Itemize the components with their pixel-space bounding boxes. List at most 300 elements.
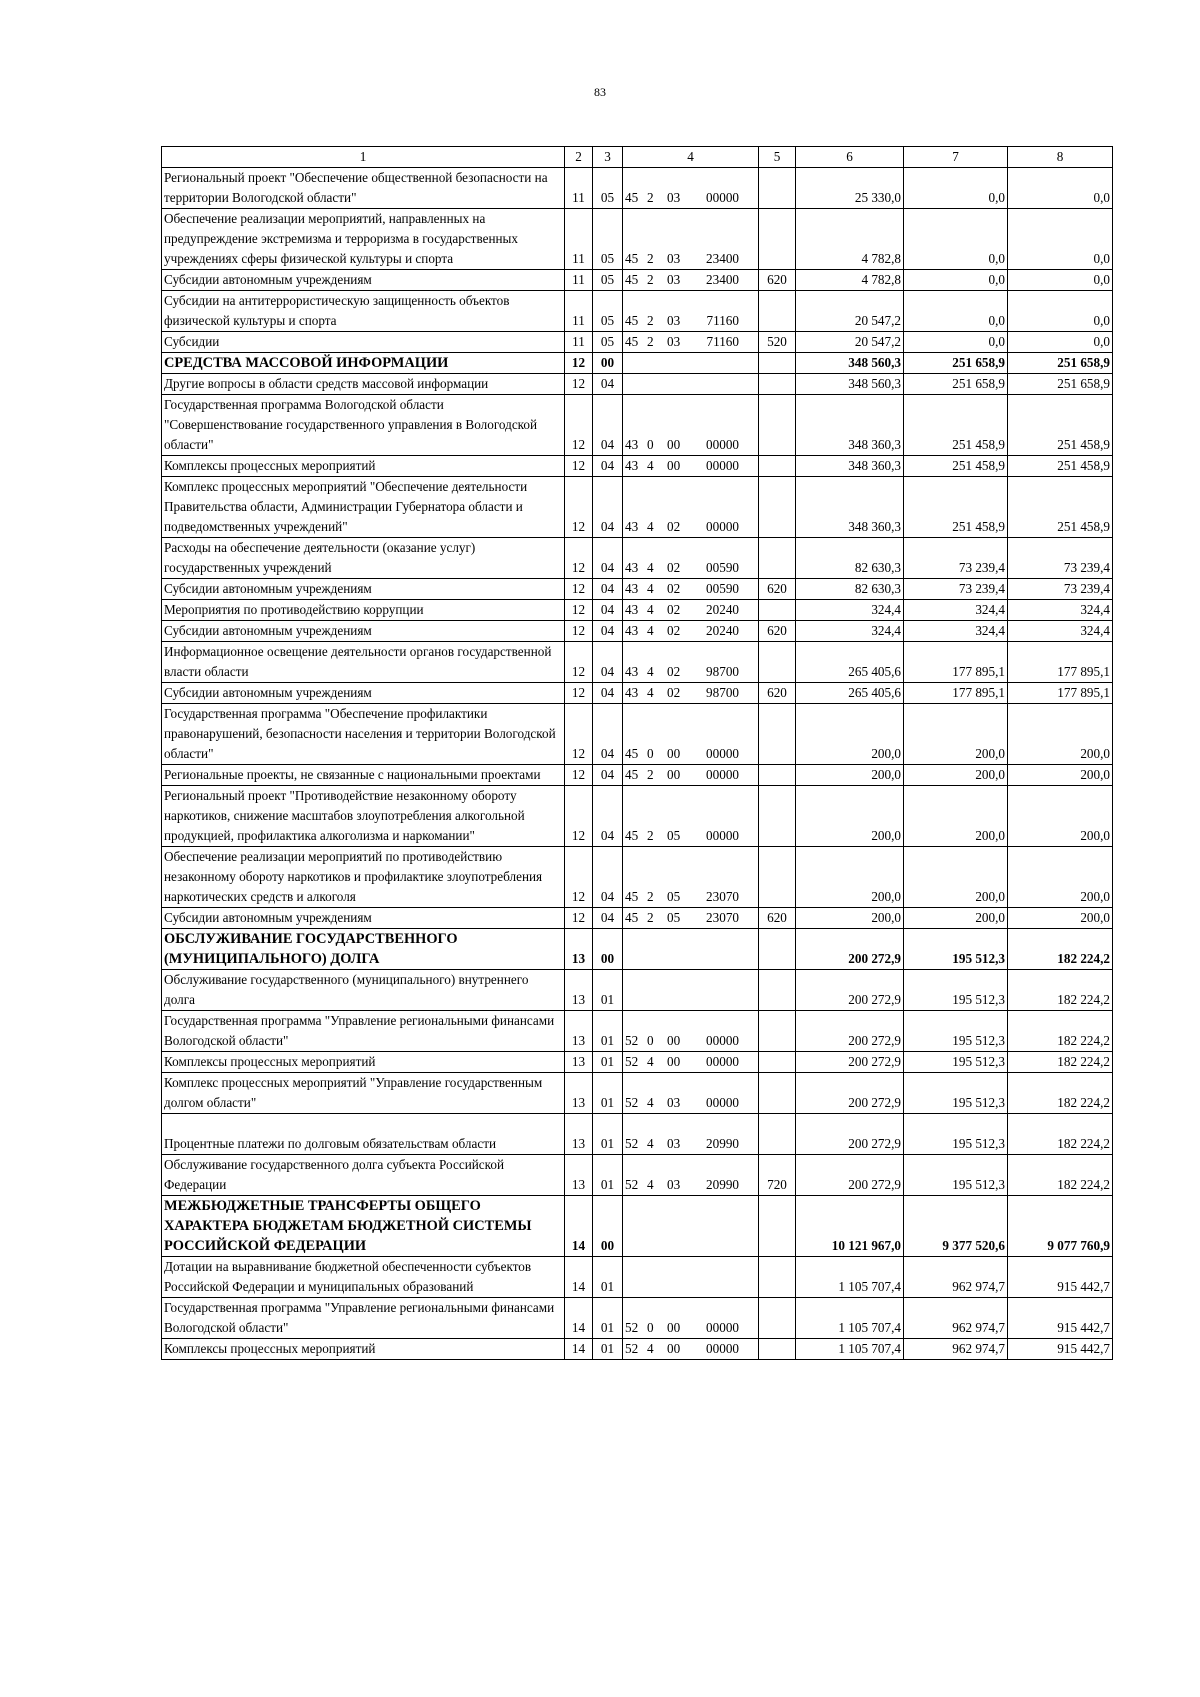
code-program: 43 [625,664,639,679]
row-amount-col6: 348 360,3 [796,477,904,538]
code-program: 45 [625,889,639,904]
code-structure: 00 [667,458,681,473]
row-section: 12 [565,683,593,704]
table-row [162,1011,1113,1052]
code-structure: 05 [667,828,681,843]
row-amount-col6: 200,0 [796,704,904,765]
row-name: Субсидии автономным учреждениям [162,683,565,704]
table-row [162,477,1113,538]
row-amount-col7: 195 512,3 [904,1155,1008,1196]
row-target-code [623,168,759,209]
code-program: 45 [625,828,639,843]
code-program: 45 [625,313,639,328]
code-program: 43 [625,685,639,700]
row-amount-col7: 251 458,9 [904,456,1008,477]
row-section: 12 [565,786,593,847]
row-section: 11 [565,291,593,332]
code-direction: 00000 [706,1341,739,1356]
code-direction: 00000 [706,1320,739,1335]
row-amount-col8: 251 658,9 [1008,353,1113,374]
code-direction: 20240 [706,623,739,638]
row-target-code [623,538,759,579]
row-amount-col6: 82 630,3 [796,538,904,579]
row-expense-type [759,642,796,683]
row-subsection: 04 [593,395,623,456]
row-amount-col6: 1 105 707,4 [796,1339,904,1360]
row-subsection: 04 [593,765,623,786]
table-row [162,1196,1113,1257]
code-direction: 20990 [706,1177,739,1192]
code-direction: 00000 [706,190,739,205]
row-target-code [623,683,759,704]
row-name: Комплексы процессных мероприятий [162,1052,565,1073]
code-type: 2 [647,272,654,287]
row-amount-col8: 251 458,9 [1008,477,1113,538]
code-type: 4 [647,1095,654,1110]
row-name: Комплексы процессных мероприятий [162,456,565,477]
code-program: 45 [625,334,639,349]
row-name: Региональный проект "Противодействие незаконному обороту наркотиков, снижение масштабов злоупотребления алкогольной продукцией, профилактика алкоголизма и наркомании" [162,786,565,847]
row-target-code [623,395,759,456]
row-section: 13 [565,970,593,1011]
code-type: 2 [647,313,654,328]
code-program: 52 [625,1095,639,1110]
row-amount-col8: 200,0 [1008,847,1113,908]
row-section: 13 [565,1073,593,1114]
table-row [162,1155,1113,1196]
code-type: 4 [647,458,654,473]
row-name: Мероприятия по противодействию коррупции [162,600,565,621]
row-subsection: 04 [593,477,623,538]
row-amount-col8: 0,0 [1008,291,1113,332]
code-structure: 03 [667,313,681,328]
table-row [162,970,1113,1011]
row-name: Государственная программа "Управление региональными финансами Вологодской области" [162,1298,565,1339]
row-name: Субсидии [162,332,565,353]
row-target-code [623,1011,759,1052]
row-section: 11 [565,270,593,291]
row-expense-type [759,765,796,786]
row-subsection: 04 [593,621,623,642]
table-row [162,353,1113,374]
code-program: 45 [625,767,639,782]
row-subsection: 00 [593,1196,623,1257]
row-amount-col6: 200 272,9 [796,1155,904,1196]
row-target-code [623,642,759,683]
row-amount-col6: 265 405,6 [796,683,904,704]
row-subsection: 04 [593,847,623,908]
row-amount-col6: 200 272,9 [796,1114,904,1155]
row-expense-type [759,1114,796,1155]
table-row [162,786,1113,847]
row-section: 12 [565,847,593,908]
row-section: 12 [565,353,593,374]
row-amount-col6: 200,0 [796,765,904,786]
code-direction: 00000 [706,767,739,782]
row-amount-col6: 265 405,6 [796,642,904,683]
row-section: 12 [565,374,593,395]
row-name: Обеспечение реализации мероприятий по противодействию незаконному обороту наркотиков и профилактике злоупотребления наркотических средств и алкоголя [162,847,565,908]
code-program: 43 [625,560,639,575]
code-structure: 02 [667,664,681,679]
row-amount-col7: 9 377 520,6 [904,1196,1008,1257]
row-expense-type: 620 [759,908,796,929]
row-amount-col7: 200,0 [904,704,1008,765]
table-row [162,456,1113,477]
row-subsection: 04 [593,786,623,847]
row-subsection: 04 [593,683,623,704]
row-amount-col7: 0,0 [904,209,1008,270]
table-row [162,683,1113,704]
code-program: 43 [625,602,639,617]
row-amount-col8: 0,0 [1008,209,1113,270]
code-structure: 02 [667,581,681,596]
row-amount-col8: 177 895,1 [1008,642,1113,683]
row-name: Государственная программа "Управление региональными финансами Вологодской области" [162,1011,565,1052]
row-section: 12 [565,538,593,579]
code-program: 43 [625,519,639,534]
code-structure: 03 [667,334,681,349]
row-subsection: 01 [593,1073,623,1114]
row-expense-type: 620 [759,621,796,642]
row-section: 11 [565,332,593,353]
row-name: Комплекс процессных мероприятий "Обеспечение деятельности Правительства области, Администрации Губернатора области и подведомственных учреждений" [162,477,565,538]
code-type: 4 [647,519,654,534]
row-name: Региональный проект "Обеспечение общественной безопасности на территории Вологодской области" [162,168,565,209]
row-amount-col7: 195 512,3 [904,1114,1008,1155]
code-direction: 23400 [706,251,739,266]
code-structure: 03 [667,190,681,205]
row-target-code [623,1155,759,1196]
row-expense-type [759,1011,796,1052]
row-name: Обслуживание государственного долга субъекта Российской Федерации [162,1155,565,1196]
row-amount-col8: 182 224,2 [1008,1114,1113,1155]
row-subsection: 00 [593,353,623,374]
code-direction: 00000 [706,437,739,452]
row-target-code [623,786,759,847]
row-amount-col8: 324,4 [1008,621,1113,642]
code-type: 4 [647,581,654,596]
code-type: 4 [647,623,654,638]
table-row [162,579,1113,600]
row-subsection: 01 [593,1011,623,1052]
row-name: СРЕДСТВА МАССОВОЙ ИНФОРМАЦИИ [162,353,565,374]
row-amount-col6: 200,0 [796,908,904,929]
row-expense-type [759,538,796,579]
row-name: Обеспечение реализации мероприятий, направленных на предупреждение экстремизма и терроризма в государственных учреждениях сферы физической культуры и спорта [162,209,565,270]
row-expense-type [759,970,796,1011]
row-name: Дотации на выравнивание бюджетной обеспеченности субъектов Российской Федерации и муниципальных образований [162,1257,565,1298]
row-expense-type [759,1257,796,1298]
row-subsection: 01 [593,970,623,1011]
row-name: Региональные проекты, не связанные с национальными проектами [162,765,565,786]
table-row [162,1257,1113,1298]
row-amount-col7: 177 895,1 [904,683,1008,704]
code-program: 52 [625,1320,639,1335]
code-direction: 23070 [706,910,739,925]
row-subsection: 01 [593,1298,623,1339]
row-expense-type [759,1298,796,1339]
code-structure: 03 [667,1095,681,1110]
row-amount-col6: 200 272,9 [796,929,904,970]
code-direction: 00000 [706,1054,739,1069]
row-amount-col8: 251 458,9 [1008,395,1113,456]
row-target-code [623,291,759,332]
code-program: 43 [625,458,639,473]
row-amount-col6: 1 105 707,4 [796,1298,904,1339]
row-amount-col6: 348 360,3 [796,456,904,477]
row-expense-type [759,395,796,456]
code-structure: 05 [667,889,681,904]
row-amount-col8: 182 224,2 [1008,1052,1113,1073]
row-amount-col8: 73 239,4 [1008,538,1113,579]
row-amount-col8: 182 224,2 [1008,1073,1113,1114]
row-amount-col8: 915 442,7 [1008,1298,1113,1339]
code-type: 4 [647,1341,654,1356]
row-name: Субсидии автономным учреждениям [162,908,565,929]
code-program: 43 [625,623,639,638]
row-expense-type: 720 [759,1155,796,1196]
row-expense-type [759,291,796,332]
row-target-code [623,600,759,621]
code-direction: 00000 [706,746,739,761]
header-col-4: 4 [623,147,759,168]
table-body [162,168,1113,1360]
row-subsection: 04 [593,538,623,579]
code-type: 2 [647,889,654,904]
row-amount-col7: 195 512,3 [904,1011,1008,1052]
row-target-code [623,1257,759,1298]
code-direction: 71160 [706,313,739,328]
row-subsection: 01 [593,1114,623,1155]
row-amount-col7: 195 512,3 [904,1052,1008,1073]
header-row [162,147,1113,168]
row-subsection: 04 [593,704,623,765]
row-amount-col6: 348 560,3 [796,374,904,395]
row-subsection: 05 [593,291,623,332]
table-row [162,642,1113,683]
code-structure: 03 [667,1136,681,1151]
row-expense-type [759,456,796,477]
code-direction: 00000 [706,458,739,473]
row-target-code [623,1052,759,1073]
row-amount-col7: 200,0 [904,908,1008,929]
code-type: 4 [647,1136,654,1151]
row-subsection: 05 [593,332,623,353]
row-amount-col7: 200,0 [904,847,1008,908]
row-name: Комплексы процессных мероприятий [162,1339,565,1360]
row-subsection: 01 [593,1339,623,1360]
row-expense-type: 520 [759,332,796,353]
code-structure: 00 [667,746,681,761]
code-structure: 00 [667,1341,681,1356]
table-row [162,847,1113,908]
row-amount-col7: 200,0 [904,765,1008,786]
row-amount-col7: 195 512,3 [904,929,1008,970]
table-row [162,291,1113,332]
table-row [162,168,1113,209]
row-amount-col7: 251 658,9 [904,353,1008,374]
row-name: Субсидии автономным учреждениям [162,621,565,642]
code-program: 52 [625,1177,639,1192]
row-subsection: 04 [593,456,623,477]
row-amount-col8: 915 442,7 [1008,1339,1113,1360]
row-name: Государственная программа "Обеспечение профилактики правонарушений, безопасности населения и территории Вологодской области" [162,704,565,765]
row-expense-type: 620 [759,270,796,291]
row-amount-col8: 182 224,2 [1008,970,1113,1011]
table-row [162,1114,1113,1155]
table-row [162,332,1113,353]
row-amount-col8: 182 224,2 [1008,1155,1113,1196]
header-col-2: 2 [565,147,593,168]
row-subsection: 05 [593,168,623,209]
row-amount-col6: 200 272,9 [796,1011,904,1052]
row-amount-col6: 200,0 [796,786,904,847]
code-program: 52 [625,1054,639,1069]
row-amount-col8: 0,0 [1008,168,1113,209]
row-amount-col6: 20 547,2 [796,332,904,353]
code-type: 2 [647,190,654,205]
row-amount-col8: 177 895,1 [1008,683,1113,704]
row-amount-col7: 0,0 [904,270,1008,291]
row-amount-col6: 348 560,3 [796,353,904,374]
table-row [162,270,1113,291]
row-target-code [623,704,759,765]
row-target-code [623,1298,759,1339]
row-amount-col8: 182 224,2 [1008,1011,1113,1052]
header-col-8: 8 [1008,147,1113,168]
row-amount-col6: 200 272,9 [796,1073,904,1114]
table-row [162,1339,1113,1360]
row-amount-col6: 10 121 967,0 [796,1196,904,1257]
code-program: 52 [625,1341,639,1356]
row-section: 12 [565,704,593,765]
row-expense-type: 620 [759,683,796,704]
row-name: Субсидии автономным учреждениям [162,270,565,291]
code-structure: 03 [667,251,681,266]
row-section: 11 [565,168,593,209]
code-type: 4 [647,664,654,679]
row-section: 14 [565,1196,593,1257]
row-target-code [623,579,759,600]
code-direction: 00000 [706,1095,739,1110]
row-name: МЕЖБЮДЖЕТНЫЕ ТРАНСФЕРТЫ ОБЩЕГО ХАРАКТЕРА БЮДЖЕТАМ БЮДЖЕТНОЙ СИСТЕМЫ РОССИЙСКОЙ ФЕДЕРАЦИИ [162,1196,565,1257]
code-type: 2 [647,767,654,782]
row-section: 13 [565,929,593,970]
row-amount-col7: 962 974,7 [904,1339,1008,1360]
row-expense-type [759,786,796,847]
row-section: 13 [565,1155,593,1196]
row-amount-col7: 0,0 [904,168,1008,209]
row-amount-col8: 9 077 760,9 [1008,1196,1113,1257]
code-direction: 00590 [706,581,739,596]
row-target-code [623,765,759,786]
code-program: 45 [625,251,639,266]
code-structure: 00 [667,437,681,452]
row-subsection: 00 [593,929,623,970]
row-name: ОБСЛУЖИВАНИЕ ГОСУДАРСТВЕННОГО (МУНИЦИПАЛЬНОГО) ДОЛГА [162,929,565,970]
code-type: 0 [647,746,654,761]
row-subsection: 05 [593,270,623,291]
row-amount-col8: 915 442,7 [1008,1257,1113,1298]
row-expense-type [759,600,796,621]
row-amount-col8: 0,0 [1008,270,1113,291]
row-section: 12 [565,579,593,600]
code-type: 2 [647,828,654,843]
row-name: Субсидии на антитеррористическую защищенность объектов физической культуры и спорта [162,291,565,332]
row-target-code [623,970,759,1011]
row-amount-col7: 200,0 [904,786,1008,847]
header-col-3: 3 [593,147,623,168]
row-name: Процентные платежи по долговым обязательствам области [162,1114,565,1155]
code-program: 52 [625,1136,639,1151]
code-structure: 02 [667,602,681,617]
row-amount-col8: 251 658,9 [1008,374,1113,395]
table-row [162,1298,1113,1339]
row-amount-col7: 73 239,4 [904,579,1008,600]
row-subsection: 01 [593,1155,623,1196]
row-amount-col7: 251 458,9 [904,395,1008,456]
code-type: 0 [647,1320,654,1335]
row-amount-col8: 324,4 [1008,600,1113,621]
code-structure: 00 [667,1320,681,1335]
row-section: 14 [565,1339,593,1360]
row-amount-col6: 348 360,3 [796,395,904,456]
code-type: 0 [647,437,654,452]
row-target-code [623,332,759,353]
code-program: 52 [625,1033,639,1048]
code-structure: 03 [667,1177,681,1192]
code-program: 43 [625,437,639,452]
row-amount-col8: 200,0 [1008,786,1113,847]
row-amount-col8: 73 239,4 [1008,579,1113,600]
code-structure: 00 [667,767,681,782]
code-direction: 98700 [706,664,739,679]
row-amount-col7: 251 658,9 [904,374,1008,395]
code-direction: 23400 [706,272,739,287]
code-program: 45 [625,910,639,925]
table-row [162,1052,1113,1073]
header-col-6: 6 [796,147,904,168]
row-target-code [623,353,759,374]
row-name: Субсидии автономным учреждениям [162,579,565,600]
code-structure: 02 [667,685,681,700]
row-subsection: 01 [593,1257,623,1298]
row-amount-col6: 20 547,2 [796,291,904,332]
row-section: 12 [565,621,593,642]
row-expense-type [759,1073,796,1114]
row-name: Информационное освещение деятельности органов государственной власти области [162,642,565,683]
row-amount-col8: 200,0 [1008,765,1113,786]
row-expense-type: 620 [759,579,796,600]
code-program: 45 [625,746,639,761]
row-amount-col7: 324,4 [904,600,1008,621]
row-amount-col6: 200 272,9 [796,1052,904,1073]
row-amount-col7: 195 512,3 [904,1073,1008,1114]
code-program: 45 [625,190,639,205]
header-col-7: 7 [904,147,1008,168]
row-subsection: 04 [593,579,623,600]
code-structure: 05 [667,910,681,925]
row-target-code [623,270,759,291]
row-section: 12 [565,477,593,538]
row-amount-col7: 251 458,9 [904,477,1008,538]
row-section: 12 [565,395,593,456]
row-target-code [623,374,759,395]
code-type: 4 [647,602,654,617]
row-expense-type [759,704,796,765]
row-name: Государственная программа Вологодской области "Совершенствование государственного управления в Вологодской области" [162,395,565,456]
